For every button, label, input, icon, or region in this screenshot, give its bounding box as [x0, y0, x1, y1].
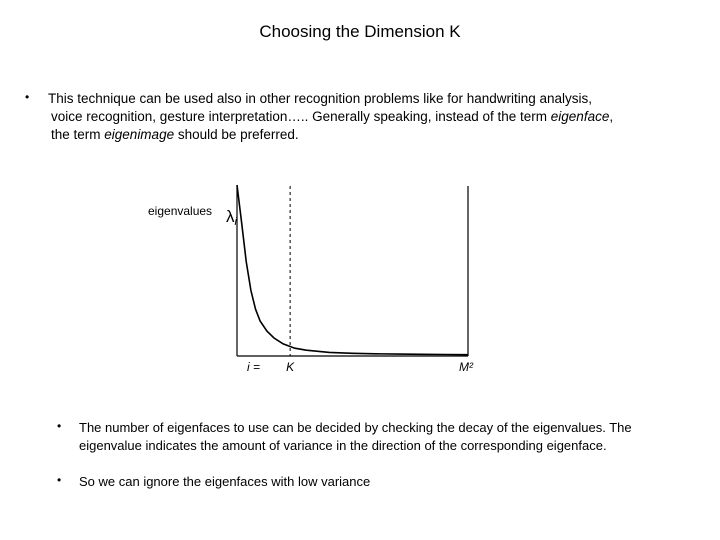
intro-line-2-prefix: voice recognition, gesture interpretation….. Generally speaking, instead of the term	[51, 109, 551, 124]
bullet-decay-explanation: The number of eigenfaces to use can be decided by checking the decay of the eigenvalues. The eigenvalue indicates the amount of variance in the direction of the corresponding eigenface.	[79, 420, 632, 453]
bullet-marker: •	[57, 473, 62, 487]
lambda-glyph: λ	[226, 207, 235, 226]
lambda-subscript: i	[234, 216, 237, 228]
intro-line-1: This technique can be used also in other recognition problems like for handwriting analysis,	[48, 91, 593, 106]
bullet-marker: •	[57, 419, 62, 433]
intro-line-2-suffix: ,	[609, 109, 614, 124]
x-tick-label-i: i =	[247, 360, 261, 374]
intro-line-3-suffix: should be preferred.	[174, 127, 299, 142]
y-axis-label: eigenvalues	[148, 204, 213, 218]
bullet-marker: •	[25, 90, 30, 104]
x-tick-label-m2: M²	[459, 360, 473, 374]
lambda-symbol	[226, 207, 238, 228]
term-eigenface: eigenface	[550, 109, 610, 124]
term-eigenimage: eigenimage	[104, 127, 175, 142]
slide-title: Choosing the Dimension K	[259, 22, 461, 41]
eigenvalue-curve	[234, 185, 468, 355]
intro-line-3-prefix: the term	[51, 127, 105, 142]
bullet-ignore-low-variance: So we can ignore the eigenfaces with low variance	[79, 474, 371, 489]
x-tick-label-k: K	[286, 360, 295, 374]
